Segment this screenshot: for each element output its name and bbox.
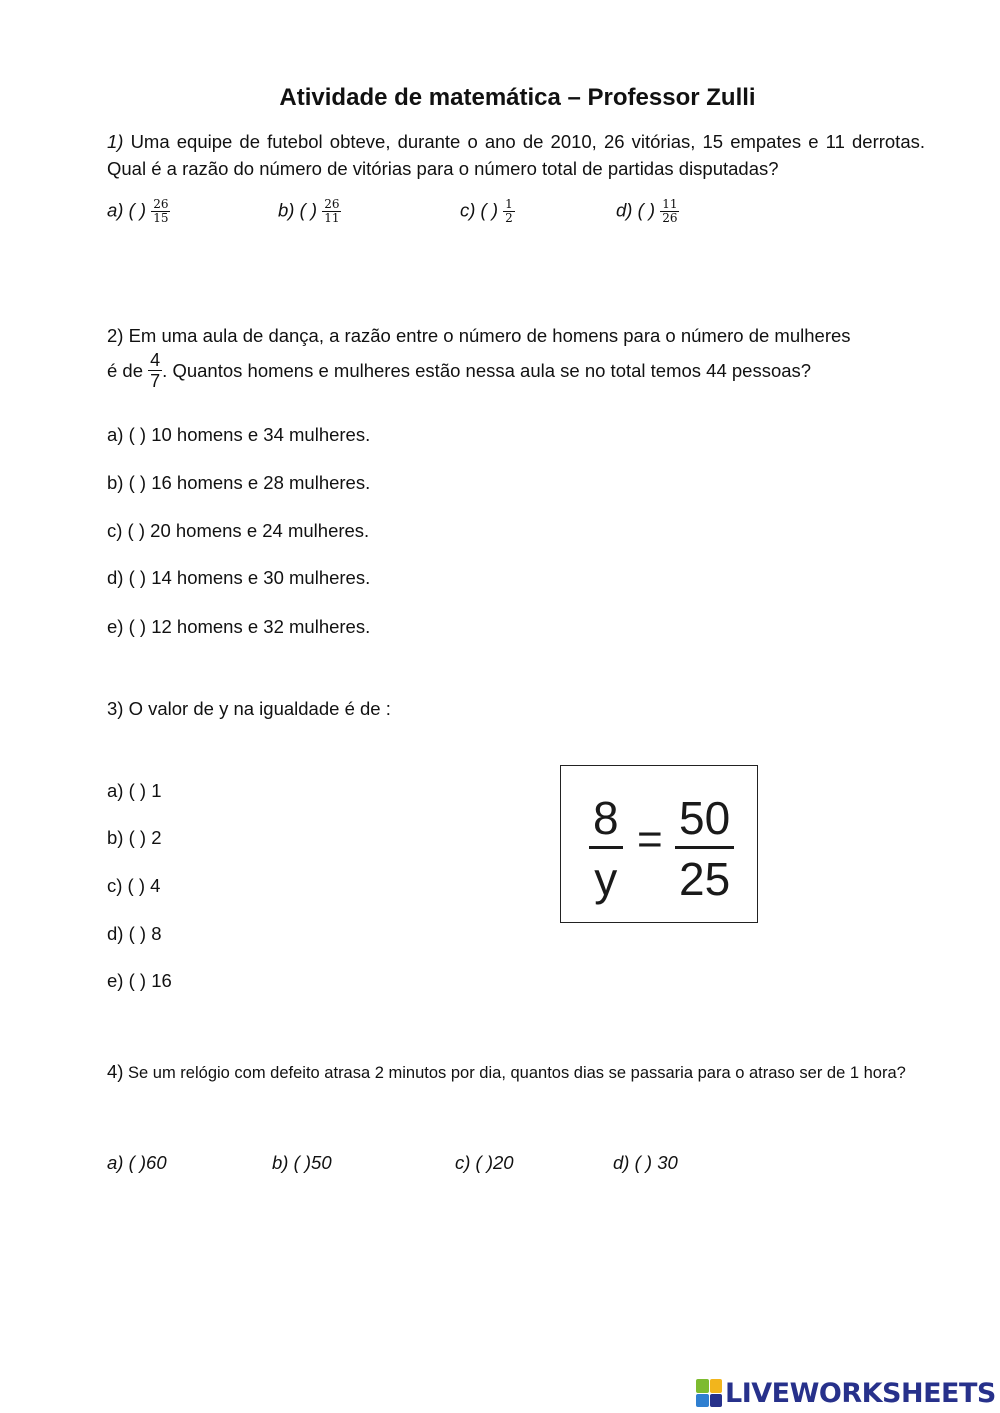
question-3-option-d[interactable]: d) ( ) 8 (107, 923, 162, 944)
equation-right-numerator: 50 (675, 792, 734, 849)
equation-image (560, 765, 758, 923)
question-3-option-a[interactable]: a) ( ) 1 (107, 780, 162, 801)
question-1-option-a[interactable] (107, 198, 170, 225)
question-1-option-c[interactable] (460, 198, 515, 225)
question-4-statement: Se um relógio com defeito atrasa 2 minutos por dia, quantos dias se passaria para o atraso ser de 1 hora? (123, 1064, 906, 1082)
question-2-line-2 (107, 350, 811, 391)
question-2-suffix: . Quantos homens e mulheres estão nessa aula se no total temos 44 pessoas? (162, 359, 812, 381)
liveworksheets-logo-icon (696, 1379, 722, 1407)
equation-right-fraction (675, 792, 734, 905)
liveworksheets-logo (696, 1376, 996, 1410)
fraction (151, 198, 170, 225)
question-4-text (107, 1061, 925, 1084)
option-label: d) ( ) (616, 199, 656, 221)
question-3-option-c[interactable]: c) ( ) 4 (107, 875, 161, 896)
equation-left-denominator: y (594, 853, 618, 905)
fraction-numerator: 26 (324, 197, 340, 211)
fraction-numerator: 26 (153, 197, 169, 211)
fraction-numerator: 1 (505, 197, 513, 211)
question-1-number: 1) (107, 131, 124, 152)
fraction-denominator: 11 (324, 211, 340, 225)
question-2-option-d[interactable]: d) ( ) 14 homens e 30 mulheres. (107, 567, 371, 588)
option-label: c) ( ) (460, 199, 499, 221)
question-2-prefix: é de (107, 359, 149, 381)
option-label: b) ( ) (278, 199, 318, 221)
ratio-fraction (148, 350, 162, 391)
question-2-line-1: 2) Em uma aula de dança, a razão entre o número de homens para o número de mulheres (107, 325, 851, 346)
question-2-option-b[interactable]: b) ( ) 16 homens e 28 mulheres. (107, 472, 371, 493)
equation-left-fraction (589, 792, 623, 905)
fraction (660, 198, 679, 225)
question-3-text: 3) O valor de y na igualdade é de : (107, 698, 391, 719)
fraction-denominator: 26 (662, 211, 678, 225)
question-3-option-e[interactable]: e) ( ) 16 (107, 970, 172, 991)
fraction-denominator: 2 (505, 211, 513, 225)
question-2-option-a[interactable]: a) ( ) 10 homens e 34 mulheres. (107, 424, 371, 445)
question-1-statement: Uma equipe de futebol obteve, durante o ano de 2010, 26 vitórias, 15 empates e 11 derrotas. Qual é a razão do número de vitórias para o número total de partidas disputadas? (107, 131, 925, 179)
question-1-text (107, 128, 925, 182)
question-4-number: 4) (107, 1061, 124, 1082)
fraction-numerator: 11 (662, 197, 678, 211)
question-1-option-d[interactable] (616, 198, 679, 225)
ratio-numerator: 4 (150, 350, 161, 370)
question-2-option-e[interactable]: e) ( ) 12 homens e 32 mulheres. (107, 616, 371, 637)
question-1-option-b[interactable] (278, 198, 341, 225)
question-3-option-b[interactable]: b) ( ) 2 (107, 827, 162, 848)
fraction (322, 198, 341, 225)
liveworksheets-logo-text: LIVEWORKSHEETS (725, 1377, 996, 1409)
question-2-option-c[interactable]: c) ( ) 20 homens e 24 mulheres. (107, 520, 370, 541)
fraction-denominator: 15 (153, 211, 169, 225)
question-4-option-c[interactable]: c) ( )20 (455, 1152, 514, 1173)
equation-left-numerator: 8 (589, 792, 623, 849)
equation-right-denominator: 25 (679, 853, 731, 905)
ratio-denominator: 7 (150, 371, 161, 391)
fraction (503, 198, 515, 225)
equals-sign: = (637, 815, 663, 864)
question-4-option-b[interactable]: b) ( )50 (272, 1152, 332, 1173)
option-label: a) ( ) (107, 199, 147, 221)
question-4-option-a[interactable]: a) ( )60 (107, 1152, 167, 1173)
question-4-option-d[interactable]: d) ( ) 30 (613, 1152, 678, 1173)
page-title: Atividade de matemática – Professor Zulli (279, 84, 756, 111)
